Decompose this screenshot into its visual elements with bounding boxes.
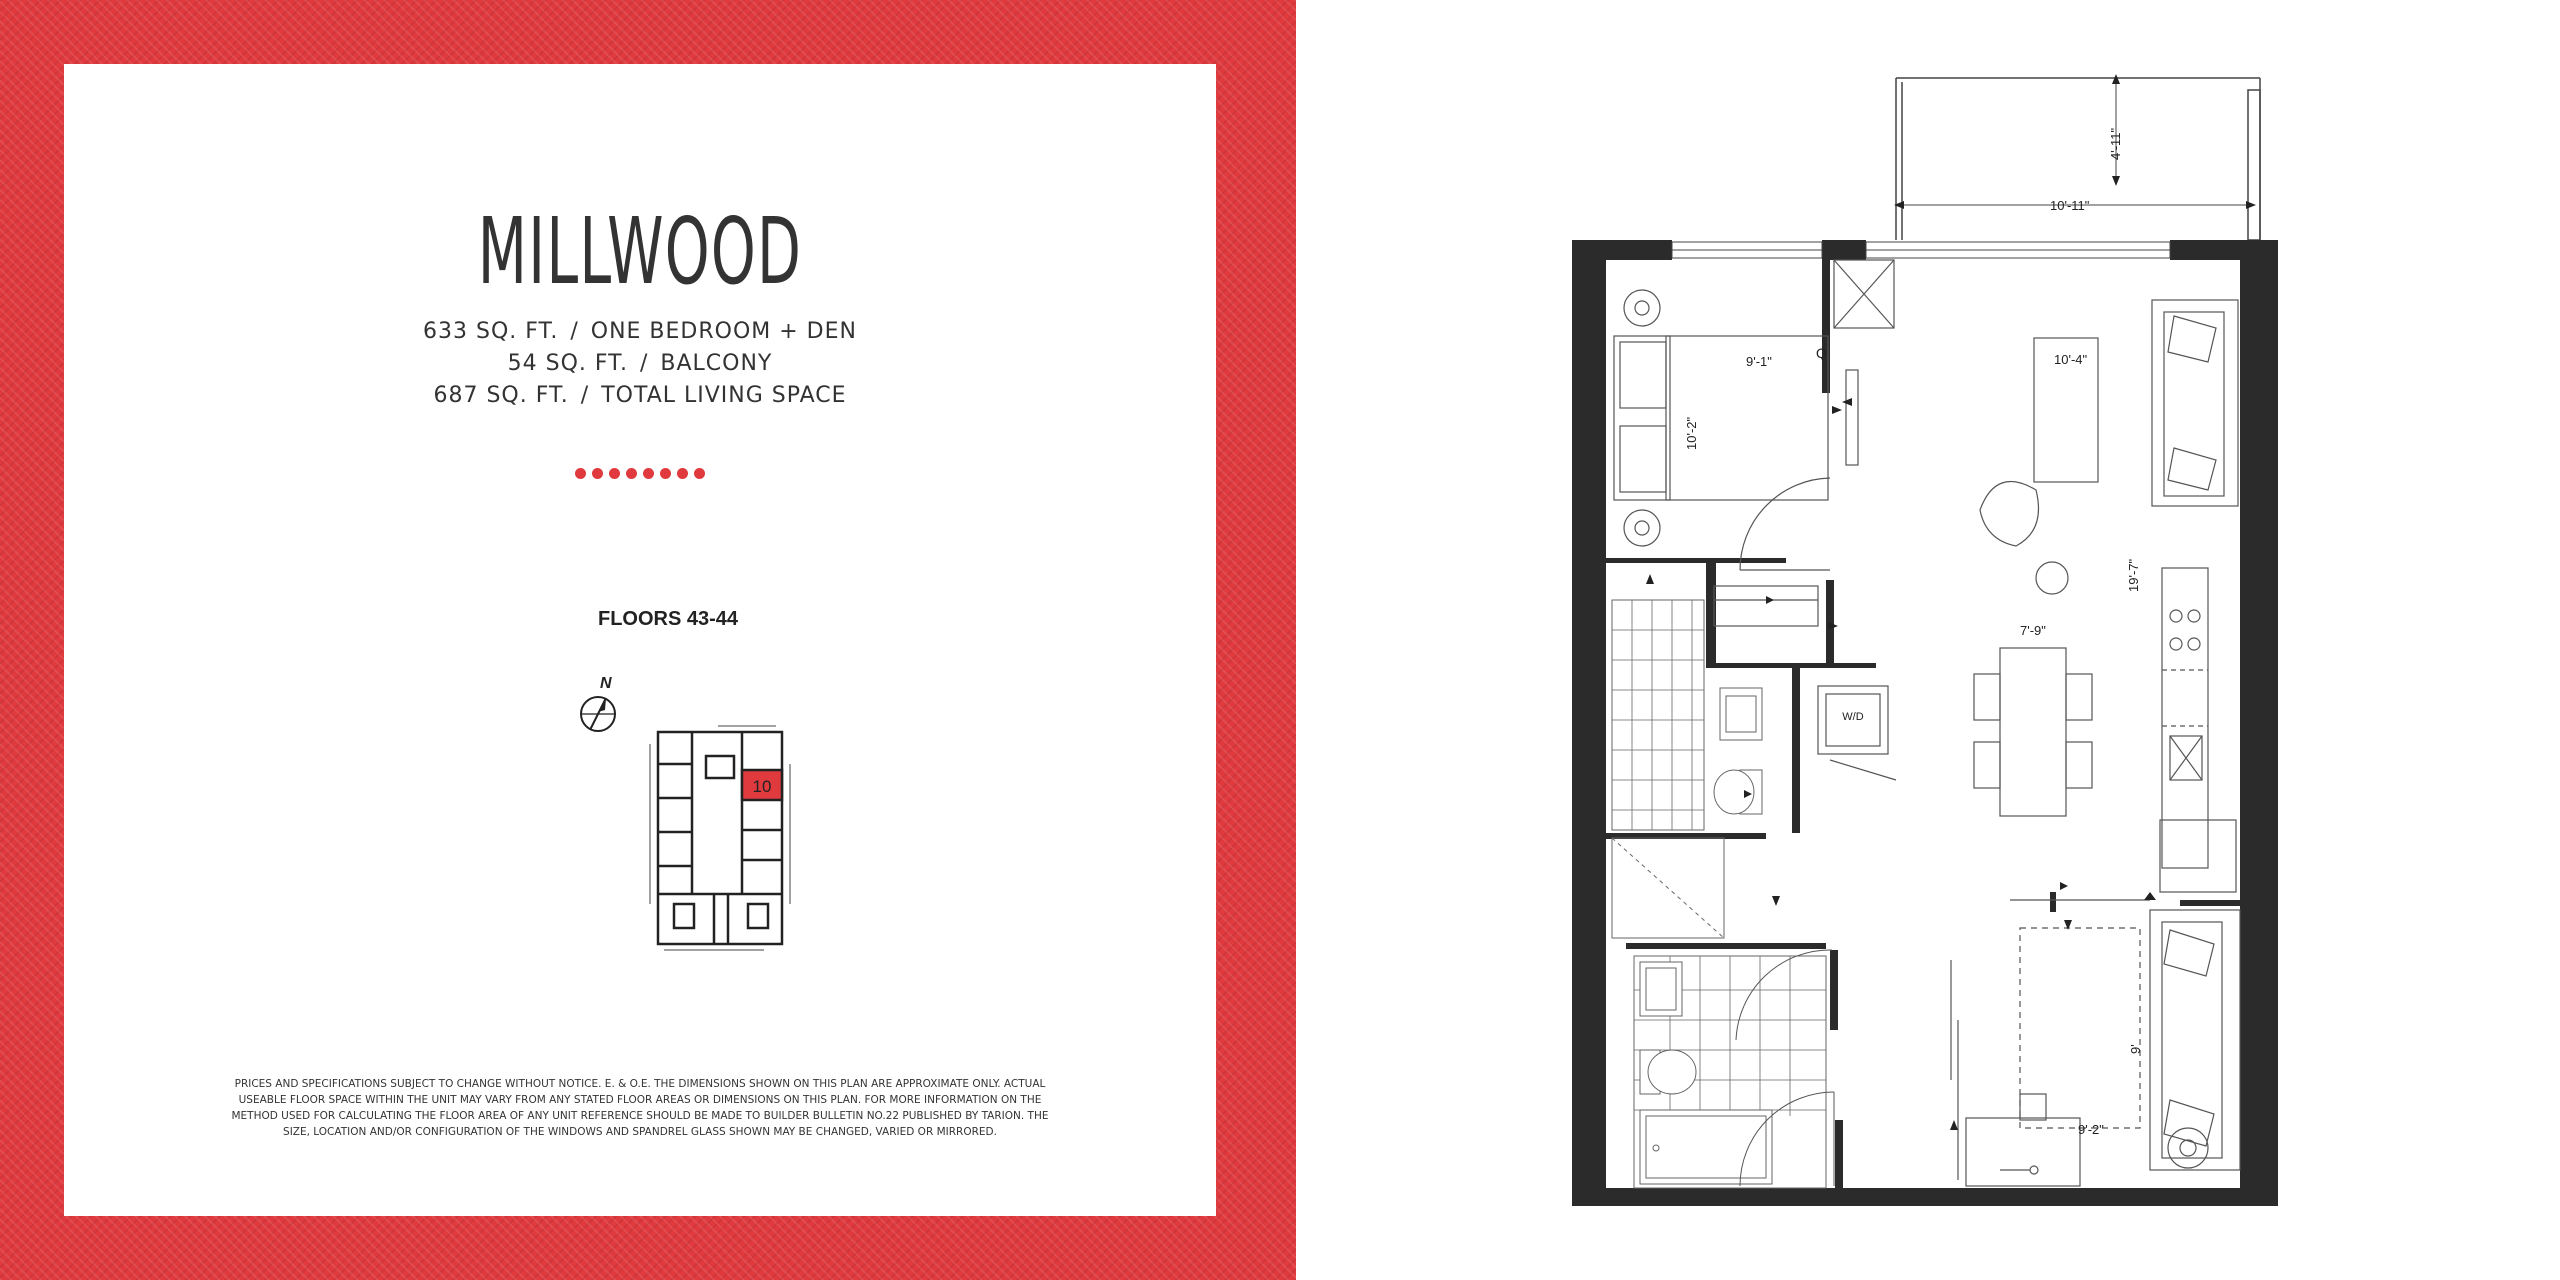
suite-specs — [64, 316, 1216, 412]
dimension-arrow — [2112, 176, 2120, 186]
suite-title: MILLWOOD — [477, 198, 803, 305]
kitchen — [2160, 568, 2236, 892]
legal-disclaimer — [224, 1076, 1056, 1140]
disclaimer-line: METHOD USED FOR CALCULATING THE FLOOR AREA OF ANY UNIT REFERENCE SHOULD BE MADE TO BUILDER BULLETIN NO.22 PUBLISHED BY TARION. THE — [231, 1110, 1049, 1122]
spec-area: 54 SQ. FT. — [507, 351, 628, 376]
disclaimer-line: PRICES AND SPECIFICATIONS SUBJECT TO CHANGE WITHOUT NOTICE. E. & O.E. THE DIMENSIONS SHOWN ON THIS PLAN ARE APPROXIMATE ONLY. ACTUAL — [234, 1078, 1046, 1090]
spec-label: BALCONY — [660, 351, 773, 376]
living-depth-label: 19'-7" — [2126, 558, 2141, 592]
laundry — [1818, 686, 1896, 780]
spec-line-total — [64, 380, 1216, 412]
key-plan — [514, 604, 834, 964]
bedroom — [1614, 290, 1858, 570]
den-depth-label: 9' — [2128, 1044, 2143, 1054]
spec-separator: / — [639, 351, 649, 376]
dot — [643, 468, 654, 479]
spec-area: 687 SQ. FT. — [433, 383, 569, 408]
closet — [1714, 260, 1894, 626]
dot — [592, 468, 603, 479]
ensuite-bathroom — [1612, 600, 1762, 938]
dot — [660, 468, 671, 479]
balcony-depth-label: 4'-11" — [2108, 127, 2123, 160]
spec-label: ONE BEDROOM + DEN — [590, 319, 857, 344]
dimension-arrow — [2112, 74, 2120, 84]
den-width-label: 9'-2" — [2078, 1122, 2104, 1137]
disclaimer-line: SIZE, LOCATION AND/OR CONFIGURATION OF THE WINDOWS AND SPANDREL GLASS SHOWN MAY BE CHANGED, VARIED OR MIRRORED. — [283, 1126, 997, 1138]
building-outline — [658, 732, 782, 944]
bedroom-depth-label: 10'-2" — [1684, 416, 1699, 450]
windows — [1672, 242, 2170, 258]
washer-dryer-label: W/D — [1842, 711, 1864, 723]
dot — [609, 468, 620, 479]
decorative-dots — [64, 466, 1216, 484]
spec-separator: / — [570, 319, 579, 344]
spec-label: TOTAL LIVING SPACE — [601, 383, 847, 408]
living-width-label: 10'-4" — [2054, 352, 2088, 367]
unit-number: 10 — [752, 777, 772, 796]
spec-area: 633 SQ. FT. — [423, 319, 559, 344]
main-bathroom — [1634, 950, 1834, 1188]
interior-walls — [1606, 258, 2240, 1196]
living-room — [1974, 300, 2238, 816]
disclaimer-line: USEABLE FLOOR SPACE WITHIN THE UNIT MAY VARY FROM ANY STATED FLOOR AREAS OR DIMENSIONS ON THIS PLAN. FOR MORE INFORMATION ON THE — [238, 1094, 1042, 1106]
den — [1951, 900, 2240, 1186]
dot — [694, 468, 705, 479]
compass-icon — [581, 675, 615, 731]
dot — [575, 468, 586, 479]
key-plan-drawing — [514, 604, 834, 964]
floors-label: FLOORS 43-44 — [598, 608, 739, 630]
spec-line-balcony — [64, 348, 1216, 380]
floor-plan-drawing — [1560, 60, 2290, 1220]
bedroom-width-label: 9'-1" — [1746, 354, 1772, 369]
dot — [677, 468, 688, 479]
info-card — [64, 64, 1216, 1216]
floor-plan — [1560, 60, 2290, 1220]
bed-size-label: Q — [1816, 345, 1827, 361]
dining-width-label: 7'-9" — [2020, 623, 2046, 638]
spec-separator: / — [580, 383, 590, 408]
balcony-outline — [1896, 78, 2260, 240]
balcony-width-label: 10'-11" — [2050, 198, 2090, 213]
spec-line-interior — [64, 316, 1216, 348]
dot — [626, 468, 637, 479]
dimension-arrow — [2246, 201, 2256, 209]
compass-label: N — [600, 675, 612, 692]
